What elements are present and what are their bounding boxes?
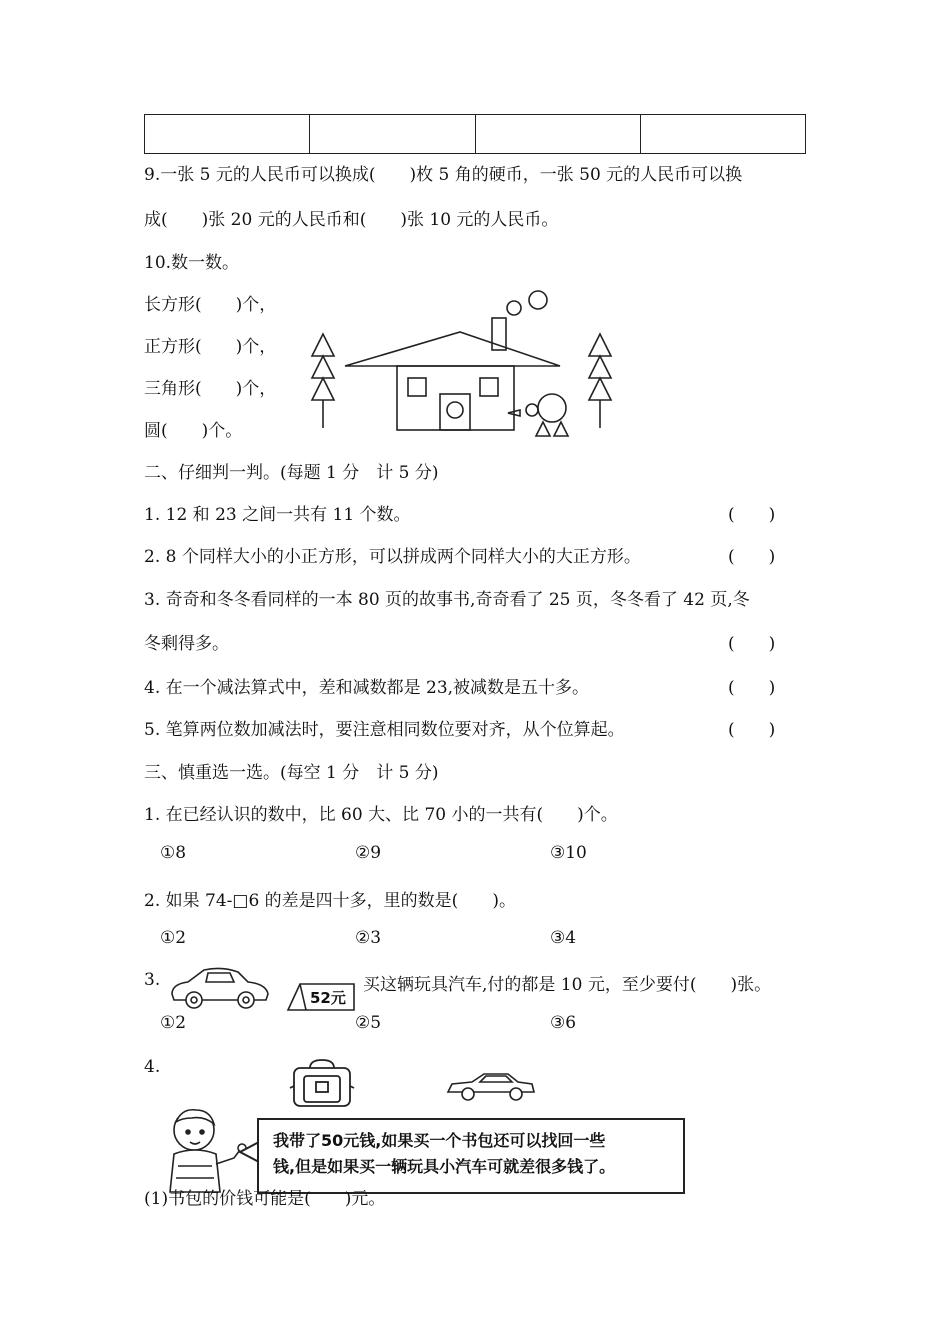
judge-answer-2[interactable]: ( ) <box>728 547 776 567</box>
judge-item-2: 2. 8 个同样大小的小正方形，可以拼成两个同样大小的大正方形。 <box>144 547 641 567</box>
q10-square: 正方形( )个， <box>144 337 277 357</box>
answer-cell[interactable] <box>145 115 310 154</box>
speech-text <box>273 1128 673 1180</box>
school-bag-icon <box>288 1058 356 1108</box>
smoke-circle <box>507 301 521 315</box>
door-rect <box>440 394 470 430</box>
judge-item-5: 5. 笔算两位数加减法时，要注意相同数位要对齐，从个位算起。 <box>144 720 625 740</box>
price-tag-label: 52元 <box>310 989 346 1007</box>
choice-q3: 买这辆玩具汽车,付的都是 10 元，至少要付( )张。 <box>363 975 772 995</box>
tree-triangle <box>312 378 334 400</box>
choice-q2-option-3[interactable]: ③4 <box>550 928 577 948</box>
snowman-body <box>538 394 566 422</box>
judge-item-1: 1. 12 和 23 之间一共有 11 个数。 <box>144 505 411 525</box>
speech-line-1: 我带了50元钱,如果买一个书包还可以找回一些 <box>273 1131 606 1150</box>
q10-rect: 长方形( )个， <box>144 295 277 315</box>
tree-triangle <box>312 334 334 356</box>
choice-q2-option-1[interactable]: ①2 <box>160 928 187 948</box>
choice-q3-number: 3. <box>144 970 161 990</box>
snowman-head <box>526 404 538 416</box>
window-square <box>480 378 498 396</box>
speech-line-2: 钱,但是如果买一辆玩具小汽车可就差很多钱了。 <box>273 1157 616 1176</box>
judge-answer-4[interactable]: ( ) <box>728 678 776 698</box>
choice-q1-option-2[interactable]: ②9 <box>355 843 382 863</box>
answer-table <box>144 114 806 154</box>
judge-item-4: 4. 在一个减法算式中，差和减数都是 23,被减数是五十多。 <box>144 678 590 698</box>
judge-item-3: 3. 奇奇和冬冬看同样的一本 80 页的故事书,奇奇看了 25 页，冬冬看了 42 页,冬 <box>144 590 750 610</box>
choice-q3-option-3[interactable]: ③6 <box>550 1013 577 1033</box>
choice-q4-sub1: (1)书包的价钱可能是( )元。 <box>144 1189 386 1209</box>
q9-line1: 9.一张 5 元的人民币可以换成( )枚 5 角的硬币，一张 50 元的人民币可以换 <box>144 165 743 185</box>
speech-bubble <box>257 1118 685 1194</box>
answer-cell[interactable] <box>310 115 475 154</box>
q10-circle: 圆( )个。 <box>144 421 243 441</box>
q10-title: 10.数一数。 <box>144 253 240 273</box>
q10-triangle: 三角形( )个， <box>144 379 277 399</box>
shapes-house-picture <box>300 288 630 448</box>
judge-item-3-cont: 冬剩得多。 <box>144 634 229 654</box>
choice-q1-option-3[interactable]: ③10 <box>550 843 587 863</box>
answer-cell[interactable] <box>640 115 805 154</box>
smoke-circle <box>529 291 547 309</box>
choice-q2-option-2[interactable]: ②3 <box>355 928 382 948</box>
choice-q3-option-2[interactable]: ②5 <box>355 1013 382 1033</box>
section3-heading: 三、慎重选一选。(每空 1 分 计 5 分) <box>144 763 439 783</box>
judge-answer-5[interactable]: ( ) <box>728 720 776 740</box>
choice-q3-option-1[interactable]: ①2 <box>160 1013 187 1033</box>
choice-q1: 1. 在已经认识的数中，比 60 大、比 70 小的一共有( )个。 <box>144 805 618 825</box>
roof-triangle <box>345 332 560 366</box>
judge-answer-1[interactable]: ( ) <box>728 505 776 525</box>
toy-car-side-icon <box>446 1070 536 1104</box>
section2-heading: 二、仔细判一判。(每题 1 分 计 5 分) <box>144 463 439 483</box>
tree-triangle <box>312 356 334 378</box>
judge-answer-3[interactable]: ( ) <box>728 634 776 654</box>
door-circle <box>447 402 463 418</box>
choice-q1-option-1[interactable]: ①8 <box>160 843 187 863</box>
house-rect <box>397 366 514 430</box>
choice-q2: 2. 如果 74-□6 的差是四十多，里的数是( )。 <box>144 891 516 911</box>
q9-line2: 成( )张 20 元的人民币和( )张 10 元的人民币。 <box>144 210 559 230</box>
choice-q4-number: 4. <box>144 1057 161 1077</box>
answer-cell[interactable] <box>475 115 640 154</box>
toy-car-icon <box>168 964 272 1012</box>
window-square <box>408 378 426 396</box>
